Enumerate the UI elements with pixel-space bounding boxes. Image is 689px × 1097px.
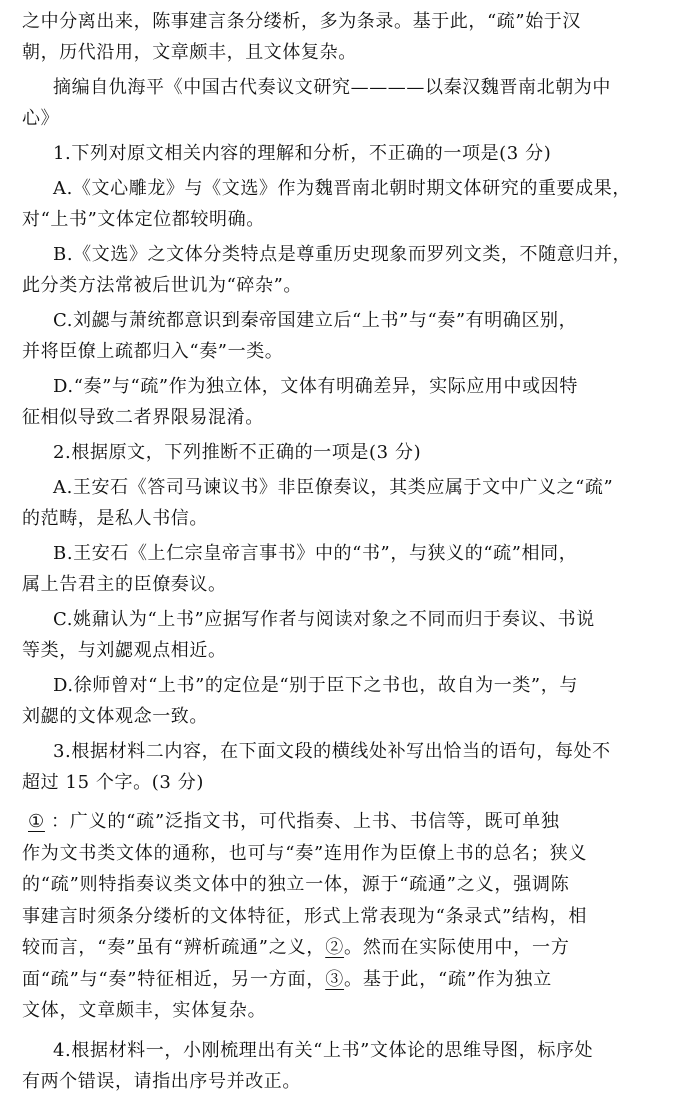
question-3-passage-line-2: 作为文书类文体的通称，也可与“奏”连用作为臣僚上书的总名；狭义 [22,842,588,864]
question-3-stem-line-2: 超过 15 个字。(3 分) [22,772,204,793]
question-1-option-a-line-1: A.《文心雕龙》与《文选》作为魏晋南北朝时期文体研究的重要成果， [53,178,631,199]
question-3-passage-line-3: 的“疏”则特指奏议类文体中的独立一体，源于“疏通”之义，强调陈 [22,874,570,895]
blank-2-marker: ② [325,937,345,958]
question-3-passage-line-1 [22,806,661,838]
source-citation-line-2: 心》 [22,108,60,129]
passage-tail-line-1: 之中分离出来，陈事建言条分缕析，多为条录。基于此，“疏”始于汉 [22,11,582,32]
question-3-passage-line-4: 事建言时须条分缕析的文体特征，形式上常表现为“条录式”结构，相 [22,905,588,927]
question-2-option-b-line-2: 属上告君主的臣僚奏议。 [22,574,227,595]
question-1-option-c-line-1: C.刘勰与萧统都意识到秦帝国建立后“上书”与“奏”有明确区别， [53,310,578,331]
question-3-passage-line-6 [22,964,661,996]
question-2-stem: 2.根据原文，下列推断不正确的一项是(3 分) [53,442,422,463]
passage-text: 。然而在实际使用中，一方 [344,937,570,958]
question-2-option-a-line-1: A.王安石《答司马谏议书》非臣僚奏议，其类应属于文中广义之“疏” [53,477,614,498]
question-3-passage-line-7: 文体，文章颇丰，实体复杂。 [22,1000,267,1021]
question-1-option-d-line-1: D.“奏”与“疏”作为独立体，文体有明确差异，实际应用中或因特 [53,376,578,397]
blank-3-marker: ③ [325,968,345,990]
question-2-option-a-line-2: 的范畴，是私人书信。 [22,508,208,529]
question-3-passage-line-5 [22,932,661,964]
passage-text: 面“疏”与“奏”特征相近，另一方面， [22,968,326,990]
question-1-option-b-line-1: B.《文选》之文体分类特点是尊重历史现象而罗列文类，不随意归并， [53,244,632,265]
question-1-option-d-line-2: 征相似导致二者界限易混淆。 [22,407,264,428]
question-1-option-b-line-2: 此分类方法常被后世讥为“碎杂”。 [22,275,303,296]
question-1-option-a-line-2: 对“上书”文体定位都较明确。 [22,209,265,230]
question-4-stem-line-2: 有两个错误，请指出序号并改正。 [22,1070,301,1092]
question-2-option-d-line-1: D.徐师曾对“上书”的定位是“别于臣下之书也，故自为一类”，与 [53,675,578,696]
passage-text: ：广义的“疏”泛指文书，可代指奏、上书、书信等，既可单独 [50,811,560,832]
question-2-option-c-line-1: C.姚鼐认为“上书”应据写作者与阅读对象之不同而归于奏议、书说 [53,609,595,630]
question-3-stem-line-1: 3.根据材料二内容，在下面文段的横线处补写出恰当的语句，每处不 [53,741,611,762]
question-1-stem: 1.下列对原文相关内容的理解和分析，不正确的一项是(3 分) [53,143,552,164]
question-2-option-b-line-1: B.王安石《上仁宗皇帝言事书》中的“书”，与狭义的“疏”相同， [53,543,578,564]
passage-text: 。基于此，“疏”作为独立 [344,968,553,990]
question-4-stem-line-1: 4.根据材料一，小刚梳理出有关“上书”文体论的思维导图，标序处 [53,1039,594,1061]
question-1-option-c-line-2: 并将臣僚上疏都归入“奏”一类。 [22,341,284,362]
blank-1-marker: ① [28,811,45,832]
passage-tail-line-2: 朝，历代沿用，文章颇丰，且文体复杂。 [22,42,357,63]
question-2-option-c-line-2: 等类，与刘勰观点相近。 [22,640,227,661]
question-2-option-d-line-2: 刘勰的文体观念一致。 [22,706,208,727]
source-citation-line-1: 摘编自仇海平《中国古代奏议文研究————以秦汉魏晋南北朝为中 [53,77,611,98]
passage-text: 较而言，“奏”虽有“辨析疏通”之义， [22,937,326,958]
